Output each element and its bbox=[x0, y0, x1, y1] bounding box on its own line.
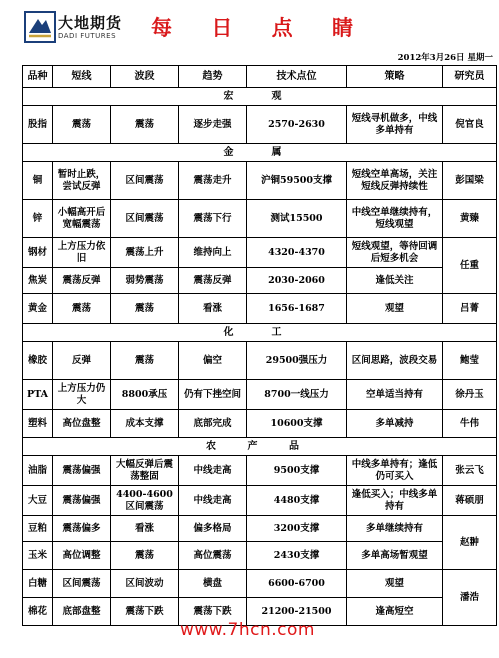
band-cell: 弱势震荡 bbox=[111, 268, 179, 294]
strategy-cell: 逢低买入；中线多单持有 bbox=[347, 486, 443, 516]
variety-cell: 焦炭 bbox=[23, 268, 53, 294]
variety-cell: 大豆 bbox=[23, 486, 53, 516]
trend-cell: 看涨 bbox=[179, 294, 247, 324]
variety-cell: 白糖 bbox=[23, 570, 53, 598]
variety-cell: 钢材 bbox=[23, 238, 53, 268]
section-title: 金 属 bbox=[23, 144, 497, 162]
table-header-row bbox=[23, 66, 497, 88]
variety-cell: 锌 bbox=[23, 200, 53, 238]
strategy-cell: 中线多单持有；逢低仍可买入 bbox=[347, 456, 443, 486]
section-row-chemical bbox=[23, 324, 497, 342]
band-cell: 震荡 bbox=[111, 294, 179, 324]
short-term-cell: 高位调整 bbox=[53, 542, 111, 570]
strategy-cell: 空单适当持有 bbox=[347, 380, 443, 410]
col-header-short-term: 短线 bbox=[53, 66, 111, 88]
technical-cell: 3200支撑 bbox=[247, 516, 347, 542]
trend-cell: 底部完成 bbox=[179, 410, 247, 438]
band-cell: 震荡 bbox=[111, 342, 179, 380]
trend-cell: 高位震荡 bbox=[179, 542, 247, 570]
logo-chinese-text: 大地期货 bbox=[58, 14, 123, 32]
table-row bbox=[23, 268, 497, 294]
short-term-cell: 震荡 bbox=[53, 106, 111, 144]
variety-cell: 塑料 bbox=[23, 410, 53, 438]
short-term-cell: 震荡偏多 bbox=[53, 516, 111, 542]
short-term-cell: 震荡反弹 bbox=[53, 268, 111, 294]
logo-english-text: DADI FUTURES bbox=[58, 32, 117, 40]
dadi-logo-icon bbox=[24, 11, 56, 43]
trend-cell: 横盘 bbox=[179, 570, 247, 598]
band-cell: 8800承压 bbox=[111, 380, 179, 410]
technical-cell: 2430支撑 bbox=[247, 542, 347, 570]
strategy-cell: 多单高场暂观望 bbox=[347, 542, 443, 570]
strategy-cell: 逢低关注 bbox=[347, 268, 443, 294]
table-row bbox=[23, 380, 497, 410]
strategy-cell: 区间思路，波段交易 bbox=[347, 342, 443, 380]
short-term-cell: 反弹 bbox=[53, 342, 111, 380]
trend-cell: 仍有下挫空间 bbox=[179, 380, 247, 410]
strategy-cell: 短线观望，等待回调后短多机会 bbox=[347, 238, 443, 268]
section-title: 农 产 品 bbox=[23, 438, 497, 456]
variety-cell: 黄金 bbox=[23, 294, 53, 324]
variety-cell: PTA bbox=[23, 380, 53, 410]
researcher-cell: 彭国梁 bbox=[443, 162, 497, 200]
band-cell: 震荡上升 bbox=[111, 238, 179, 268]
band-cell: 看涨 bbox=[111, 516, 179, 542]
col-header-strategy: 策略 bbox=[347, 66, 443, 88]
section-title: 化 工 bbox=[23, 324, 497, 342]
table-row bbox=[23, 570, 497, 598]
trend-cell: 震荡反弹 bbox=[179, 268, 247, 294]
col-header-trend: 趋势 bbox=[179, 66, 247, 88]
technical-cell: 8700一线压力 bbox=[247, 380, 347, 410]
col-header-technical-levels: 技术点位 bbox=[247, 66, 347, 88]
band-cell: 区间震荡 bbox=[111, 162, 179, 200]
technical-cell: 沪铜59500支撑 bbox=[247, 162, 347, 200]
col-header-band: 波段 bbox=[111, 66, 179, 88]
variety-cell: 油脂 bbox=[23, 456, 53, 486]
technical-cell: 1656-1687 bbox=[247, 294, 347, 324]
technical-cell: 2570-2630 bbox=[247, 106, 347, 144]
band-cell: 大幅反弹后震荡整固 bbox=[111, 456, 179, 486]
variety-cell: 豆粕 bbox=[23, 516, 53, 542]
trend-cell: 维持向上 bbox=[179, 238, 247, 268]
band-cell: 区间波动 bbox=[111, 570, 179, 598]
trend-cell: 中线走高 bbox=[179, 486, 247, 516]
company-logo bbox=[24, 10, 134, 44]
short-term-cell: 高位盘整 bbox=[53, 410, 111, 438]
table-row bbox=[23, 162, 497, 200]
researcher-cell: 赵翀 bbox=[443, 516, 497, 570]
researcher-cell: 张云飞 bbox=[443, 456, 497, 486]
variety-cell: 铜 bbox=[23, 162, 53, 200]
band-cell: 区间震荡 bbox=[111, 200, 179, 238]
technical-cell: 2030-2060 bbox=[247, 268, 347, 294]
band-cell: 震荡 bbox=[111, 542, 179, 570]
researcher-cell: 黄臻 bbox=[443, 200, 497, 238]
technical-cell: 9500支撑 bbox=[247, 456, 347, 486]
section-row-agriculture bbox=[23, 438, 497, 456]
section-title: 宏 观 bbox=[23, 88, 497, 106]
researcher-cell: 鲍莹 bbox=[443, 342, 497, 380]
strategy-cell: 观望 bbox=[347, 294, 443, 324]
variety-cell: 股指 bbox=[23, 106, 53, 144]
band-cell: 成本支撑 bbox=[111, 410, 179, 438]
col-header-researcher: 研究员 bbox=[443, 66, 497, 88]
table-row bbox=[23, 342, 497, 380]
strategy-cell: 中线空单继续持有，短线观望 bbox=[347, 200, 443, 238]
variety-cell: 玉米 bbox=[23, 542, 53, 570]
strategy-cell: 观望 bbox=[347, 570, 443, 598]
short-term-cell: 暂时止跌，尝试反弹 bbox=[53, 162, 111, 200]
daily-report-table bbox=[22, 65, 497, 626]
variety-cell: 橡胶 bbox=[23, 342, 53, 380]
trend-cell: 中线走高 bbox=[179, 456, 247, 486]
table-row bbox=[23, 456, 497, 486]
band-cell: 震荡 bbox=[111, 106, 179, 144]
short-term-cell: 震荡偏强 bbox=[53, 456, 111, 486]
technical-cell: 4320-4370 bbox=[247, 238, 347, 268]
short-term-cell: 底部盘整 bbox=[53, 598, 111, 626]
col-header-variety: 品种 bbox=[23, 66, 53, 88]
trend-cell: 偏空 bbox=[179, 342, 247, 380]
table-row bbox=[23, 516, 497, 542]
strategy-cell: 逢高短空 bbox=[347, 598, 443, 626]
website-watermark: www.7hcn.com bbox=[180, 620, 315, 640]
table-row bbox=[23, 294, 497, 324]
report-header bbox=[0, 0, 499, 56]
trend-cell: 偏多格局 bbox=[179, 516, 247, 542]
trend-cell: 震荡下跌 bbox=[179, 598, 247, 626]
strategy-cell: 短线空单高场，关注短线反弹持续性 bbox=[347, 162, 443, 200]
section-row-macro bbox=[23, 88, 497, 106]
short-term-cell: 上方压力仍大 bbox=[53, 380, 111, 410]
researcher-cell: 任重 bbox=[443, 238, 497, 294]
section-row-metal bbox=[23, 144, 497, 162]
table-row bbox=[23, 410, 497, 438]
short-term-cell: 区间震荡 bbox=[53, 570, 111, 598]
technical-cell: 29500强压力 bbox=[247, 342, 347, 380]
researcher-cell: 牛伟 bbox=[443, 410, 497, 438]
short-term-cell: 小幅高开后宽幅震荡 bbox=[53, 200, 111, 238]
report-date: 2012年3月26日 星期一 bbox=[397, 53, 493, 63]
technical-cell: 4480支撑 bbox=[247, 486, 347, 516]
trend-cell: 震荡走升 bbox=[179, 162, 247, 200]
researcher-cell: 倪官良 bbox=[443, 106, 497, 144]
strategy-cell: 多单减持 bbox=[347, 410, 443, 438]
table-row bbox=[23, 200, 497, 238]
researcher-cell: 潘浩 bbox=[443, 570, 497, 626]
trend-cell: 震荡下行 bbox=[179, 200, 247, 238]
page-title: 每 日 点 睛 bbox=[151, 16, 369, 40]
strategy-cell: 短线寻机做多，中线多单持有 bbox=[347, 106, 443, 144]
short-term-cell: 上方压力依旧 bbox=[53, 238, 111, 268]
band-cell: 震荡下跌 bbox=[111, 598, 179, 626]
table-row bbox=[23, 106, 497, 144]
researcher-cell: 徐丹玉 bbox=[443, 380, 497, 410]
short-term-cell: 震荡偏强 bbox=[53, 486, 111, 516]
trend-cell: 逐步走强 bbox=[179, 106, 247, 144]
strategy-cell: 多单继续持有 bbox=[347, 516, 443, 542]
table-row bbox=[23, 238, 497, 268]
technical-cell: 21200-21500 bbox=[247, 598, 347, 626]
short-term-cell: 震荡 bbox=[53, 294, 111, 324]
variety-cell: 棉花 bbox=[23, 598, 53, 626]
technical-cell: 10600支撑 bbox=[247, 410, 347, 438]
technical-cell: 6600-6700 bbox=[247, 570, 347, 598]
researcher-cell: 吕菁 bbox=[443, 294, 497, 324]
technical-cell: 测试15500 bbox=[247, 200, 347, 238]
researcher-cell: 蒋硕朋 bbox=[443, 486, 497, 516]
table-row bbox=[23, 542, 497, 570]
band-cell: 4400-4600区间震荡 bbox=[111, 486, 179, 516]
table-row bbox=[23, 486, 497, 516]
